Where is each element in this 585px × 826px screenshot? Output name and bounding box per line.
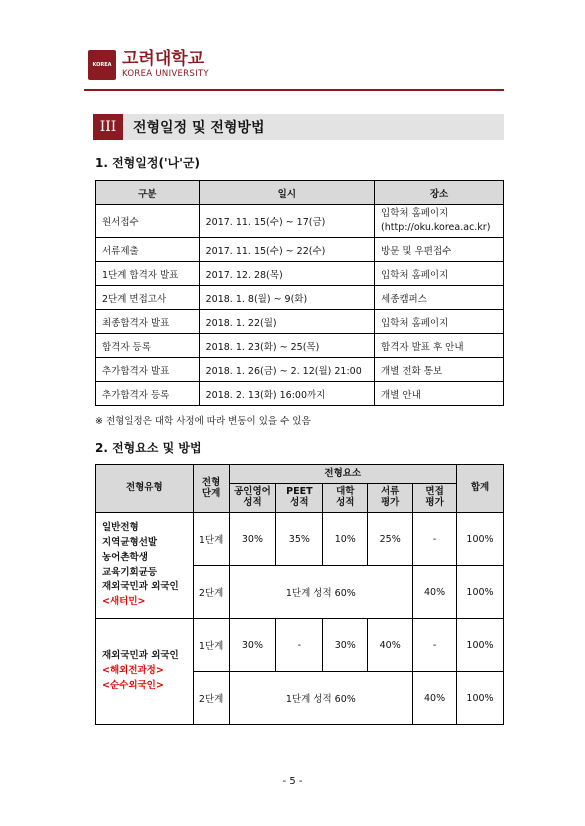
schedule-note: ※ 전형일정은 대학 사정에 따라 변동이 있을 수 있음: [95, 416, 311, 427]
admission-types-group2: [96, 619, 194, 725]
interview-eval-value: 40%: [413, 566, 457, 619]
elements-header: 전형요소: [229, 465, 457, 484]
schedule-category: 서류제출: [96, 238, 200, 262]
schedule-heading: 1. 전형일정('나'군): [95, 156, 200, 170]
admission-types-group1: [96, 513, 194, 619]
schedule-place: 입학처 홈페이지: [375, 310, 504, 334]
schedule-date: 2018. 1. 8(월) ~ 9(화): [199, 286, 374, 310]
schedule-place: 입학처 홈페이지: [375, 262, 504, 286]
admission-type: 일반전형: [102, 522, 139, 534]
page-number: - 5 -: [282, 776, 303, 787]
english-score-value: 30%: [229, 513, 276, 566]
document-eval-value: 40%: [368, 619, 413, 672]
schedule-row: [96, 262, 504, 286]
interview-eval-value: -: [413, 619, 457, 672]
schedule-category: 추가합격자 등록: [96, 382, 200, 406]
schedule-category: 2단계 면접고사: [96, 286, 200, 310]
first-stage-score-merged: 1단계 성적 60%: [229, 672, 413, 725]
admission-type: 지역균형선발: [102, 537, 158, 549]
section-number: III: [93, 114, 123, 140]
peet-score-header: PEET 성적: [276, 484, 323, 513]
schedule-table: [95, 180, 504, 406]
schedule-date: 2017. 12. 28(목): [199, 262, 374, 286]
schedule-category: 최종합격자 발표: [96, 310, 200, 334]
schedule-date: 2018. 1. 22(월): [199, 310, 374, 334]
schedule-place: 개별 안내: [375, 382, 504, 406]
schedule-category: 합격자 등록: [96, 334, 200, 358]
document-eval-value: 25%: [368, 513, 413, 566]
total-value: 100%: [457, 672, 504, 725]
section-title: 전형일정 및 전형방법: [133, 120, 265, 136]
admission-subtype: <새터민>: [102, 595, 146, 607]
section-title-bar: [93, 114, 504, 140]
admission-type: 교육기회균등: [102, 566, 158, 578]
college-score-header: 대학 성적: [323, 484, 368, 513]
stage-header: 전형 단계: [193, 465, 229, 513]
university-logo-text: [122, 51, 209, 79]
first-stage-score-merged: 1단계 성적 60%: [229, 566, 413, 619]
stage-label: 2단계: [193, 672, 229, 725]
schedule-date: 2017. 11. 15(수) ~ 22(수): [199, 238, 374, 262]
peet-score-value: -: [276, 619, 323, 672]
schedule-category: 1단계 합격자 발표: [96, 262, 200, 286]
column-header: 구분: [96, 181, 200, 205]
logo-korean: 고려대학교: [122, 49, 205, 70]
type-header: 전형유형: [96, 465, 194, 513]
schedule-place: 방문 및 우편접수: [375, 238, 504, 262]
stage-label: 1단계: [193, 619, 229, 672]
schedule-date: 2018. 1. 26(금) ~ 2. 12(월) 21:00: [199, 358, 374, 382]
total-value: 100%: [457, 566, 504, 619]
interview-eval-header: 면접 평가: [413, 484, 457, 513]
document-eval-header: 서류 평가: [368, 484, 413, 513]
stage-label: 2단계: [193, 566, 229, 619]
column-header: 장소: [375, 181, 504, 205]
schedule-place: 개별 전화 통보: [375, 358, 504, 382]
university-seal-icon: KOREA: [88, 50, 116, 80]
method-heading: 2. 전형요소 및 방법: [95, 441, 202, 455]
schedule-date: 2018. 1. 23(화) ~ 25(목): [199, 334, 374, 358]
interview-eval-value: -: [413, 513, 457, 566]
stage-label: 1단계: [193, 513, 229, 566]
admission-type: 농어촌학생: [102, 551, 148, 563]
admission-subtype: <순수외국인>: [102, 679, 164, 691]
logo-english: KOREA UNIVERSITY: [122, 69, 209, 80]
peet-score-value: 35%: [276, 513, 323, 566]
admission-type: 재외국민과 외국인: [102, 581, 179, 593]
method-table: [95, 464, 504, 725]
english-score-value: 30%: [229, 619, 276, 672]
admission-subtype: <해외전과정>: [102, 665, 164, 677]
schedule-place: 세종캠퍼스: [375, 286, 504, 310]
schedule-row: [96, 358, 504, 382]
schedule-row: [96, 205, 504, 238]
schedule-place: 합격자 발표 후 안내: [375, 334, 504, 358]
english-score-header: 공인영어 성적: [229, 484, 276, 513]
total-header: 합계: [457, 465, 504, 513]
interview-eval-value: 40%: [413, 672, 457, 725]
column-header: 일시: [199, 181, 374, 205]
schedule-category: 원서접수: [96, 205, 200, 238]
university-header: [88, 50, 209, 80]
schedule-date: 2017. 11. 15(수) ~ 17(금): [199, 205, 374, 238]
admission-type: 재외국민과 외국인: [102, 650, 179, 662]
schedule-row: [96, 238, 504, 262]
schedule-place: 입학처 홈페이지 (http://oku.korea.ac.kr): [375, 205, 504, 238]
header-divider: [84, 89, 504, 91]
schedule-row: [96, 382, 504, 406]
total-value: 100%: [457, 619, 504, 672]
total-value: 100%: [457, 513, 504, 566]
schedule-row: [96, 310, 504, 334]
schedule-row: [96, 286, 504, 310]
schedule-category: 추가합격자 발표: [96, 358, 200, 382]
college-score-value: 30%: [323, 619, 368, 672]
schedule-row: [96, 334, 504, 358]
college-score-value: 10%: [323, 513, 368, 566]
schedule-date: 2018. 2. 13(화) 16:00까지: [199, 382, 374, 406]
